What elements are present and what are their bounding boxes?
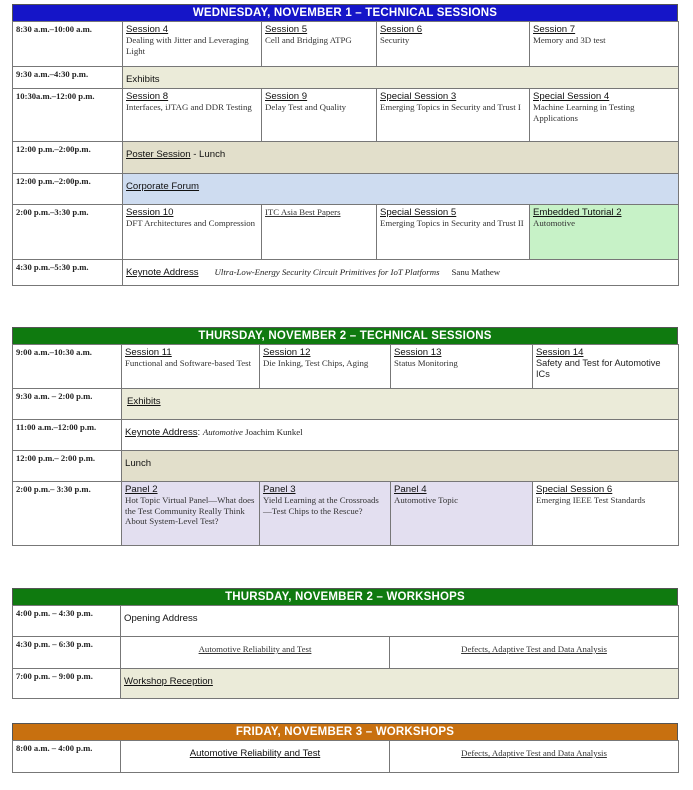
session-desc: Emerging IEEE Test Standards bbox=[536, 495, 646, 505]
table-row bbox=[13, 22, 679, 67]
session-desc: Dealing with Jitter and Leveraging Light bbox=[126, 35, 249, 56]
exhibits-cell bbox=[123, 67, 679, 89]
thursday-workshops-table bbox=[12, 605, 679, 699]
exhibits-link[interactable]: Exhibits bbox=[127, 396, 161, 407]
session-link[interactable]: Special Session 5 bbox=[380, 207, 457, 218]
table-row bbox=[13, 174, 679, 205]
thursday-tech-header: THURSDAY, NOVEMBER 2 – TECHNICAL SESSIONS bbox=[12, 327, 678, 344]
time-cell: 4:30 p.m. – 6:30 p.m. bbox=[13, 637, 121, 669]
session-link[interactable]: Session 4 bbox=[126, 24, 169, 35]
session-link[interactable]: Special Session 4 bbox=[533, 91, 610, 102]
session-link[interactable]: Special Session 6 bbox=[536, 484, 613, 495]
workshop-cell[interactable] bbox=[121, 637, 390, 669]
thursday-workshops-header: THURSDAY, NOVEMBER 2 – WORKSHOPS bbox=[12, 588, 678, 605]
session-desc: Hot Topic Virtual Panel—What does the Test Community Really Think About System-Level Test? bbox=[125, 495, 255, 527]
time-cell: 9:30 a.m. – 2:00 p.m. bbox=[13, 389, 122, 420]
session-link[interactable]: Session 5 bbox=[265, 24, 308, 35]
session-cell[interactable] bbox=[262, 22, 377, 67]
session-cell[interactable] bbox=[260, 345, 391, 389]
lunch-label: Lunch bbox=[125, 458, 152, 469]
opening-address-cell bbox=[121, 606, 679, 637]
session-cell[interactable] bbox=[530, 22, 679, 67]
table-row bbox=[13, 741, 679, 773]
session-desc: Yield Learning at the Crossroads—Test Chips to the Rescue? bbox=[263, 495, 379, 516]
session-cell[interactable] bbox=[377, 22, 530, 67]
table-row bbox=[13, 482, 679, 546]
table-row bbox=[13, 142, 679, 174]
keynote-link[interactable]: Keynote Address bbox=[126, 267, 199, 278]
poster-session-cell bbox=[123, 142, 679, 174]
time-cell: 7:00 p.m. – 9:00 p.m. bbox=[13, 669, 121, 699]
session-desc: Status Monitoring bbox=[394, 358, 458, 368]
session-desc: Machine Learning in Testing Applications bbox=[533, 102, 635, 123]
session-cell[interactable] bbox=[262, 89, 377, 142]
table-row bbox=[13, 205, 679, 260]
session-desc: Automotive bbox=[533, 218, 576, 228]
session-link[interactable]: Session 13 bbox=[394, 347, 442, 358]
keynote-cell bbox=[123, 260, 679, 286]
keynote-colon: : bbox=[197, 427, 203, 438]
session-link[interactable]: Session 10 bbox=[126, 207, 174, 218]
workshop-cell[interactable] bbox=[390, 637, 679, 669]
session-desc: Safety and Test for Automotive ICs bbox=[536, 358, 661, 379]
session-link[interactable]: Session 14 bbox=[536, 347, 584, 358]
keynote-title: Ultra-Low-Energy Security Circuit Primitives for IoT Platforms bbox=[214, 267, 440, 277]
session-link[interactable]: Session 12 bbox=[263, 347, 311, 358]
friday-workshops-header: FRIDAY, NOVEMBER 3 – WORKSHOPS bbox=[12, 723, 678, 740]
workshop-link[interactable]: Automotive Reliability and Test bbox=[189, 748, 321, 759]
session-link[interactable]: Panel 2 bbox=[125, 484, 158, 495]
session-link[interactable]: Embedded Tutorial 2 bbox=[533, 207, 622, 218]
lunch-label: - Lunch bbox=[190, 149, 226, 160]
time-cell: 9:00 a.m.–10:30 a.m. bbox=[13, 345, 122, 389]
table-row bbox=[13, 606, 679, 637]
panel-cell[interactable] bbox=[122, 482, 260, 546]
panel-cell[interactable] bbox=[260, 482, 391, 546]
session-cell[interactable] bbox=[391, 345, 533, 389]
session-link[interactable]: Panel 4 bbox=[394, 484, 427, 495]
time-cell: 2:00 p.m.–3:30 p.m. bbox=[13, 205, 123, 260]
lunch-cell bbox=[122, 451, 679, 482]
friday-workshops-schedule bbox=[12, 723, 678, 773]
time-cell: 9:30 a.m.–4:30 p.m. bbox=[13, 67, 123, 89]
session-link[interactable]: Session 7 bbox=[533, 24, 576, 35]
session-cell[interactable] bbox=[377, 205, 530, 260]
panel-cell[interactable] bbox=[391, 482, 533, 546]
corporate-forum-link[interactable]: Corporate Forum bbox=[126, 181, 200, 192]
wednesday-table bbox=[12, 21, 679, 286]
session-desc: Delay Test and Quality bbox=[265, 102, 347, 112]
keynote-speaker: Sanu Mathew bbox=[451, 267, 501, 277]
tutorial-cell[interactable] bbox=[530, 205, 679, 260]
session-desc: Die Inking, Test Chips, Aging bbox=[263, 358, 369, 368]
time-cell: 12:00 p.m.– 2:00 p.m. bbox=[13, 451, 122, 482]
session-link[interactable]: Session 6 bbox=[380, 24, 423, 35]
session-desc: Emerging Topics in Security and Trust I bbox=[380, 102, 521, 112]
thursday-workshops-schedule bbox=[12, 588, 678, 699]
time-cell: 4:00 p.m. – 4:30 p.m. bbox=[13, 606, 121, 637]
session-cell[interactable] bbox=[530, 89, 679, 142]
session-cell[interactable] bbox=[262, 205, 377, 260]
table-row bbox=[13, 669, 679, 699]
thursday-tech-schedule bbox=[12, 327, 678, 546]
time-cell: 2:00 p.m.– 3:30 p.m. bbox=[13, 482, 122, 546]
session-cell[interactable] bbox=[533, 345, 679, 389]
session-cell[interactable] bbox=[123, 22, 262, 67]
session-link[interactable]: Special Session 3 bbox=[380, 91, 457, 102]
best-papers-link[interactable]: ITC Asia Best Papers bbox=[265, 207, 341, 217]
reception-cell bbox=[121, 669, 679, 699]
workshop-link[interactable]: Automotive Reliability and Test bbox=[198, 644, 312, 654]
session-cell[interactable] bbox=[377, 89, 530, 142]
exhibits-label: Exhibits bbox=[126, 74, 160, 85]
session-desc: Security bbox=[380, 35, 410, 45]
session-cell[interactable] bbox=[123, 89, 262, 142]
table-row bbox=[13, 67, 679, 89]
table-row bbox=[13, 420, 679, 451]
session-desc: DFT Architectures and Compression bbox=[126, 218, 256, 228]
table-row bbox=[13, 89, 679, 142]
reception-link[interactable]: Workshop Reception bbox=[124, 676, 213, 687]
corporate-forum-cell bbox=[123, 174, 679, 205]
session-link[interactable]: Panel 3 bbox=[263, 484, 296, 495]
session-cell[interactable] bbox=[122, 345, 260, 389]
opening-address-label: Opening Address bbox=[124, 613, 198, 624]
time-cell: 4:30 p.m.–5:30 p.m. bbox=[13, 260, 123, 286]
workshop-link[interactable]: Defects, Adaptive Test and Data Analysis bbox=[461, 748, 607, 758]
workshop-cell[interactable] bbox=[121, 741, 390, 773]
wednesday-schedule bbox=[12, 4, 678, 286]
keynote-cell bbox=[122, 420, 679, 451]
session-link[interactable]: Session 11 bbox=[125, 347, 172, 358]
table-row bbox=[13, 345, 679, 389]
session-cell[interactable] bbox=[123, 205, 262, 260]
session-desc: Functional and Software-based Test bbox=[125, 358, 252, 368]
session-desc: Emerging Topics in Security and Trust II bbox=[380, 218, 524, 228]
table-row bbox=[13, 260, 679, 286]
time-cell: 8:00 a.m. – 4:00 p.m. bbox=[13, 741, 121, 773]
session-cell[interactable] bbox=[533, 482, 679, 546]
session-desc: Automotive Topic bbox=[394, 495, 458, 505]
time-cell: 11:00 a.m.–12:00 p.m. bbox=[13, 420, 122, 451]
keynote-topic: Automotive bbox=[202, 427, 243, 437]
poster-session-link[interactable]: Poster Session bbox=[126, 149, 191, 160]
session-desc: Cell and Bridging ATPG bbox=[265, 35, 352, 45]
keynote-link[interactable]: Keynote Address bbox=[125, 427, 198, 438]
table-row bbox=[13, 389, 679, 420]
workshop-cell[interactable] bbox=[390, 741, 679, 773]
table-row bbox=[13, 637, 679, 669]
session-link[interactable]: Session 8 bbox=[126, 91, 169, 102]
wednesday-header: WEDNESDAY, NOVEMBER 1 – TECHNICAL SESSIONS bbox=[12, 4, 678, 21]
session-desc: Memory and 3D test bbox=[533, 35, 606, 45]
exhibits-cell bbox=[122, 389, 679, 420]
session-link[interactable]: Session 9 bbox=[265, 91, 308, 102]
workshop-link[interactable]: Defects, Adaptive Test and Data Analysis bbox=[461, 644, 607, 654]
time-cell: 12:00 p.m.–2:00p.m. bbox=[13, 174, 123, 205]
thursday-tech-table bbox=[12, 344, 679, 546]
time-cell: 10:30a.m.–12:00 p.m. bbox=[13, 89, 123, 142]
keynote-speaker: Joachim Kunkel bbox=[242, 427, 303, 437]
friday-workshops-table bbox=[12, 740, 679, 773]
time-cell: 12:00 p.m.–2:00p.m. bbox=[13, 142, 123, 174]
time-cell: 8:30 a.m.–10:00 a.m. bbox=[13, 22, 123, 67]
session-desc: Interfaces, iJTAG and DDR Testing bbox=[126, 102, 252, 112]
table-row bbox=[13, 451, 679, 482]
